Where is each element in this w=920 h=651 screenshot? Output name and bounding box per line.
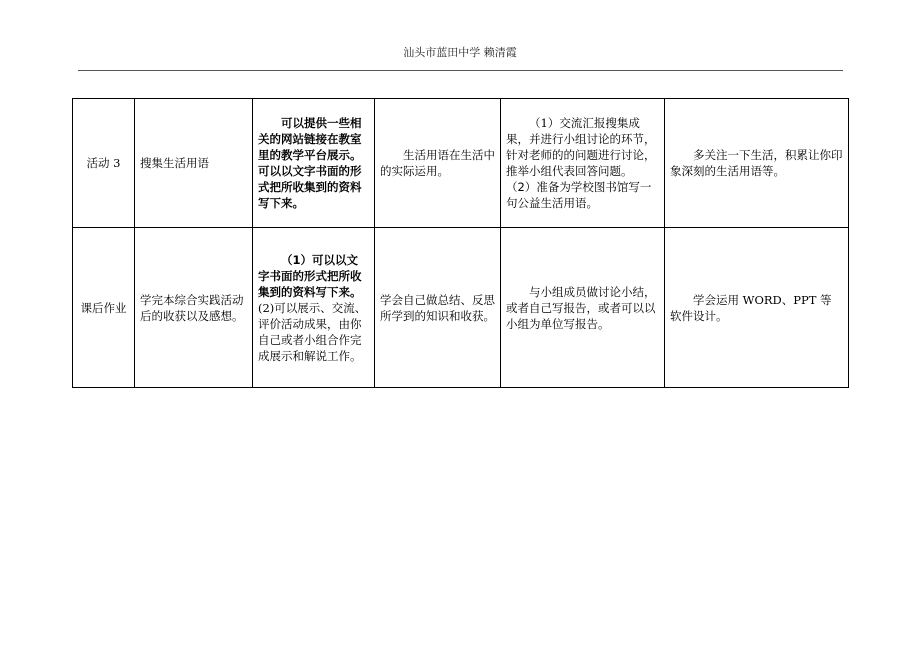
process-cell: [501, 228, 665, 388]
table-row: [73, 99, 849, 228]
row-label: 课后作业: [73, 228, 135, 388]
page-header: 汕头市蓝田中学 赖清霞: [403, 46, 517, 59]
row-label: 活动 3: [73, 99, 135, 228]
teacher-note-text-1: （1）可以以文字书面的形式把所收集到的资料写下来。: [258, 252, 362, 299]
evaluation-text: 学会运用 WORD、PPT 等软件设计。: [670, 292, 832, 323]
teacher-note-text-2: (2)可以展示、交流、评价活动成果，由你自己或者小组合作完成展示和解说工作。: [258, 300, 367, 363]
teacher-note-cell: [253, 228, 375, 388]
evaluation-cell: [665, 228, 849, 388]
process-text-2: （2）准备为学校图书馆写一句公益生活用语。: [506, 180, 652, 210]
process-text-1: （1）交流汇报搜集成果，并进行小组讨论的环节，针对老师的的问题进行讨论，推举小组代表回答问题。: [506, 116, 656, 178]
process-cell: [501, 99, 665, 228]
evaluation-text: 多关注一下生活，积累让你印象深刻的生活用语等。: [670, 148, 843, 178]
teacher-note-cell: [253, 99, 375, 228]
table-row: [73, 228, 849, 388]
activity-cell: 搜集生活用语: [135, 99, 253, 228]
header-rule: [78, 70, 843, 71]
goal-cell: [375, 99, 501, 228]
goal-cell: 学会自己做总结、反思所学到的知识和收获。: [375, 228, 501, 388]
teacher-note-text: 可以提供一些相关的网站链接在教室里的教学平台展示。 可以以文字书面的形式把所收集到的资料写下来。: [258, 116, 362, 210]
activity-cell: 学完本综合实践活动后的收获以及感想。: [135, 228, 253, 388]
process-text: 与小组成员做讨论小结，或者自己写报告，或者可以以小组为单位写报告。: [506, 284, 656, 331]
goal-text: 生活用语在生活中的实际运用。: [380, 148, 495, 178]
activity-table: [72, 98, 849, 388]
evaluation-cell: [665, 99, 849, 228]
